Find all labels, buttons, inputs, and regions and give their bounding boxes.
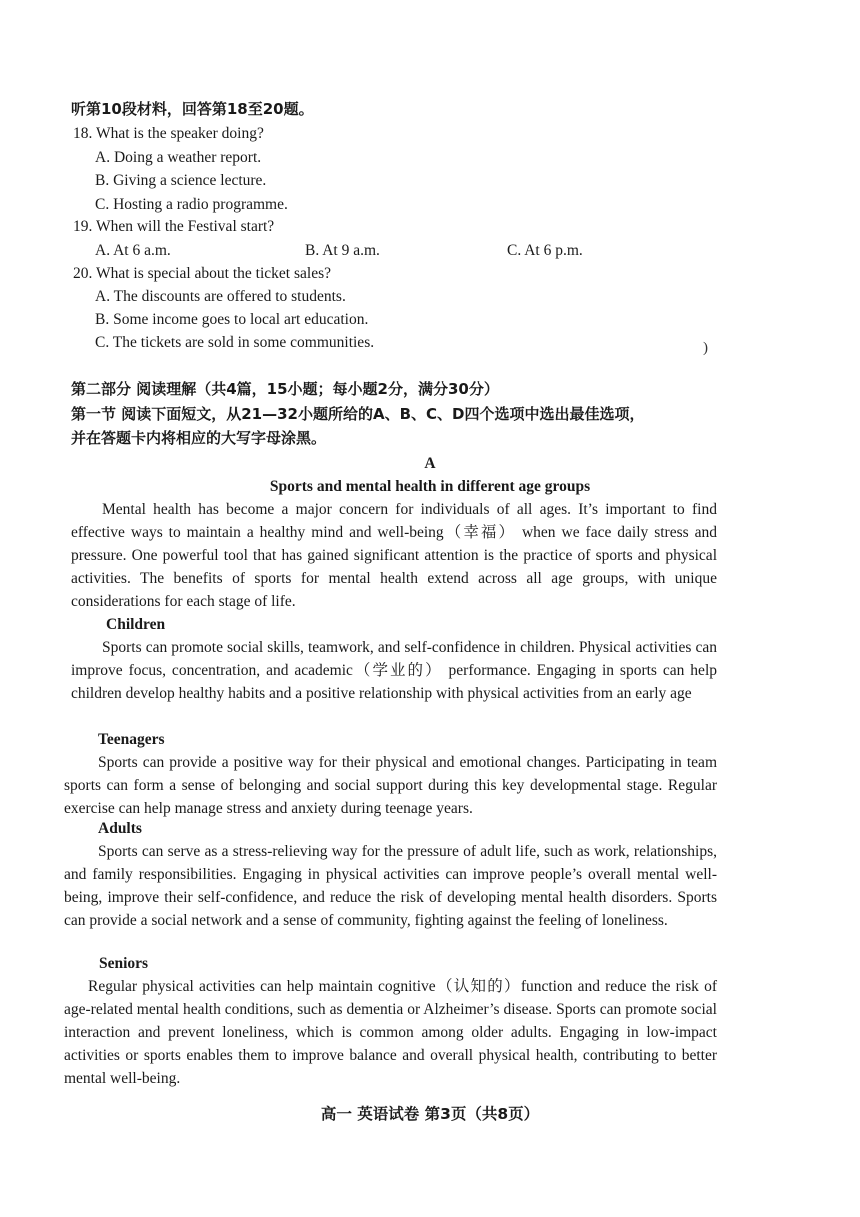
question-text: What is special about the ticket sales? (95, 265, 331, 282)
option-18b: B. Giving a science lecture. (95, 172, 267, 189)
stray-mark: ) (703, 340, 708, 356)
page-footer: 高一 英语试卷 第3页（共8页） (320, 1105, 540, 1123)
option-20a: A. The discounts are offered to students. (95, 288, 346, 305)
question-20 (73, 263, 331, 285)
section-title-line1: 第一节 阅读下面短文，从21—32小题所给的A、B、C、D四个选项中选出最佳选项， (71, 405, 645, 423)
question-number: 19. (73, 218, 93, 235)
paragraph-seniors: Regular physical activities can help maintain cognitive（认知的）function and reduce the risk of age-related mental health conditions, such as dementia or Alzheimer’s disease. Sports can promote social interaction and prevent loneliness, which is common among older adults. Engaging in low-impact activities or sports enables them to improve balance and overall physical health, contributing to better mental well-being. (64, 978, 717, 1087)
option-18a: A. Doing a weather report. (95, 149, 262, 166)
question-number: 18. (73, 125, 93, 142)
paragraph-children: Sports can promote social skills, teamwork, and self-confidence in children. Physical activities can improve focus, concentration, and academic（学业的） performance. Engaging in sports can help children develop healthy habits and a positive relationship with physical activities from an early age (71, 639, 717, 702)
heading-teenagers: Teenagers (98, 731, 165, 748)
passage-title: Sports and mental health in different age groups (269, 478, 591, 495)
question-19 (73, 216, 274, 238)
question-18 (73, 123, 264, 145)
option-20b: B. Some income goes to local art education. (95, 311, 369, 328)
option-19b: B. At 9 a.m. (305, 242, 380, 259)
section-title-line2: 并在答题卡内将相应的大写字母涂黑。 (71, 429, 327, 447)
paragraph-adults: Sports can serve as a stress-relieving way for the pressure of adult life, such as work, relationships, and family responsibilities. Engaging in physical activities can improve people’s overall mental well-being, improve their self-confidence, and reduce the risk of developing mental health disorders. Sports can provide a social network and a sense of community, fighting against the feeling of loneliness. (64, 843, 717, 929)
question-number: 20. (73, 265, 93, 282)
heading-children: Children (106, 616, 166, 633)
passage-label: A (424, 455, 436, 472)
option-19c: C. At 6 p.m. (507, 242, 583, 259)
option-18c: C. Hosting a radio programme. (95, 196, 288, 213)
listening-instruction: 听第10段材料，回答第18至20题。 (71, 100, 314, 118)
heading-seniors: Seniors (99, 955, 149, 972)
intro-paragraph: Mental health has become a major concern for individuals of all ages. It’s important to find effective ways to maintain a healthy mind and well-being（幸福） when we face daily stress and pressure. One powerful tool that has gained significant attention is the practice of sports and physical activities. The benefits of sports for mental health extend across all age groups, with unique considerations for each stage of life. (71, 501, 717, 610)
part-title: 第二部分 阅读理解（共4篇，15小题；每小题2分，满分30分） (71, 380, 499, 398)
option-19a: A. At 6 a.m. (95, 242, 171, 259)
question-text: When will the Festival start? (95, 218, 275, 235)
option-20c: C. The tickets are sold in some communities. (95, 334, 375, 351)
question-text: What is the speaker doing? (95, 125, 264, 142)
heading-adults: Adults (98, 820, 142, 837)
paragraph-teenagers: Sports can provide a positive way for their physical and emotional changes. Participating in team sports can form a sense of belonging and social support during this key developmental stage. Regular exercise can help manage stress and anxiety during teenage years. (64, 754, 717, 817)
